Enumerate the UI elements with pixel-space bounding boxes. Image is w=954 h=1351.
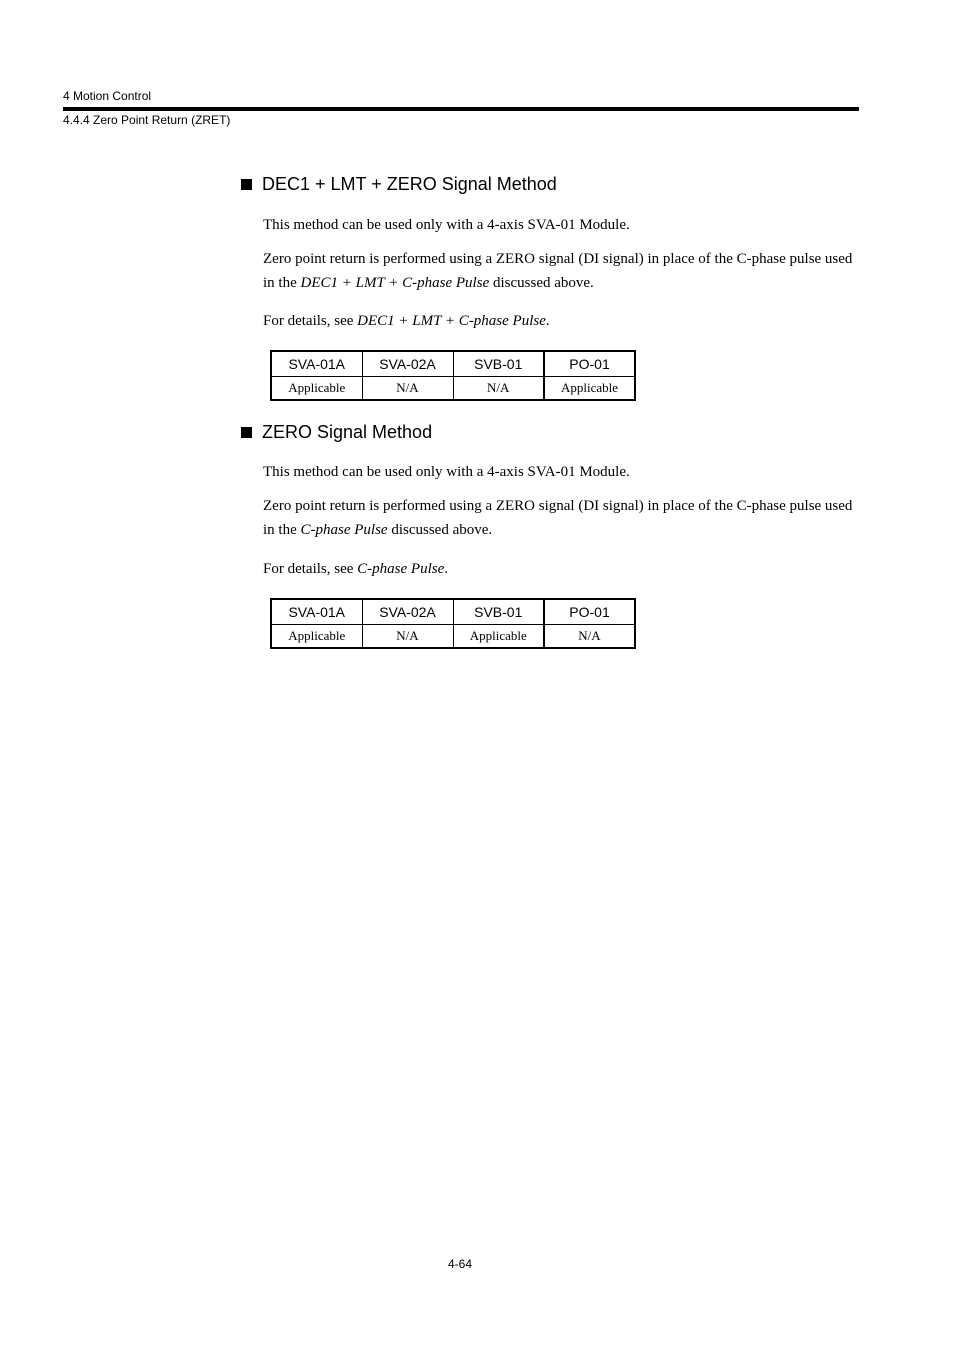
paragraph-description bbox=[263, 494, 863, 542]
square-bullet-icon bbox=[241, 427, 252, 438]
paragraph-text: Zero point return is performed using a ZERO signal (DI signal) in place of the C-phase pulse used in the bbox=[263, 498, 853, 538]
reference-text: C-phase Pulse bbox=[357, 561, 445, 577]
paragraph-intro: This method can be used only with a 4-axis SVA-01 Module. bbox=[263, 464, 630, 480]
paragraph-details bbox=[263, 309, 863, 333]
table-cell: N/A bbox=[544, 625, 635, 649]
table-header-cell: PO-01 bbox=[544, 351, 635, 377]
heading-text: DEC1 + LMT + ZERO Signal Method bbox=[262, 174, 557, 194]
applicability-table bbox=[270, 598, 636, 649]
page-number: 4-64 bbox=[447, 1257, 473, 1271]
table-header-cell: SVA-02A bbox=[362, 351, 453, 377]
table-header-cell: SVB-01 bbox=[453, 351, 544, 377]
heading-dec1-lmt-zero bbox=[241, 174, 557, 195]
table-row bbox=[271, 625, 635, 649]
table-cell: Applicable bbox=[271, 625, 362, 649]
paragraph-text: discussed above. bbox=[489, 275, 594, 291]
table-row bbox=[271, 377, 635, 401]
table-header-row bbox=[271, 351, 635, 377]
heading-zero-signal bbox=[241, 422, 432, 443]
reference-text: C-phase Pulse bbox=[300, 522, 388, 538]
heading-text: ZERO Signal Method bbox=[262, 422, 433, 442]
paragraph-text: Zero point return is performed using a ZERO signal (DI signal) in place of the C-phase pulse used in the bbox=[263, 251, 853, 291]
table-cell: N/A bbox=[362, 625, 453, 649]
table-header-cell: SVA-02A bbox=[362, 599, 453, 625]
paragraph-text: discussed above. bbox=[387, 522, 493, 538]
section-title: 4.4.4 Zero Point Return (ZRET) bbox=[63, 113, 231, 127]
paragraph-description bbox=[263, 247, 863, 295]
reference-text: DEC1 + LMT + C-phase Pulse bbox=[357, 313, 546, 329]
table-header-cell: SVB-01 bbox=[453, 599, 544, 625]
square-bullet-icon bbox=[241, 179, 252, 190]
table-header-row bbox=[271, 599, 635, 625]
paragraph-intro: This method can be used only with a 4-axis SVA-01 Module. bbox=[263, 217, 630, 233]
table-cell: Applicable bbox=[544, 377, 635, 401]
table-cell: N/A bbox=[453, 377, 544, 401]
table-cell: Applicable bbox=[271, 377, 362, 401]
paragraph-text: . bbox=[444, 561, 448, 577]
table-header-cell: PO-01 bbox=[544, 599, 635, 625]
paragraph-text: For details, see bbox=[263, 561, 358, 577]
table-header-cell: SVA-01A bbox=[271, 351, 362, 377]
header-rule bbox=[63, 107, 859, 111]
table-header-cell: SVA-01A bbox=[271, 599, 362, 625]
chapter-title: 4 Motion Control bbox=[63, 89, 152, 103]
table-cell: Applicable bbox=[453, 625, 544, 649]
applicability-table bbox=[270, 350, 636, 401]
paragraph-text: . bbox=[545, 313, 550, 329]
table-cell: N/A bbox=[362, 377, 453, 401]
paragraph-text: For details, see bbox=[263, 313, 358, 329]
reference-text: DEC1 + LMT + C-phase Pulse bbox=[300, 275, 490, 291]
paragraph-details bbox=[263, 557, 863, 581]
